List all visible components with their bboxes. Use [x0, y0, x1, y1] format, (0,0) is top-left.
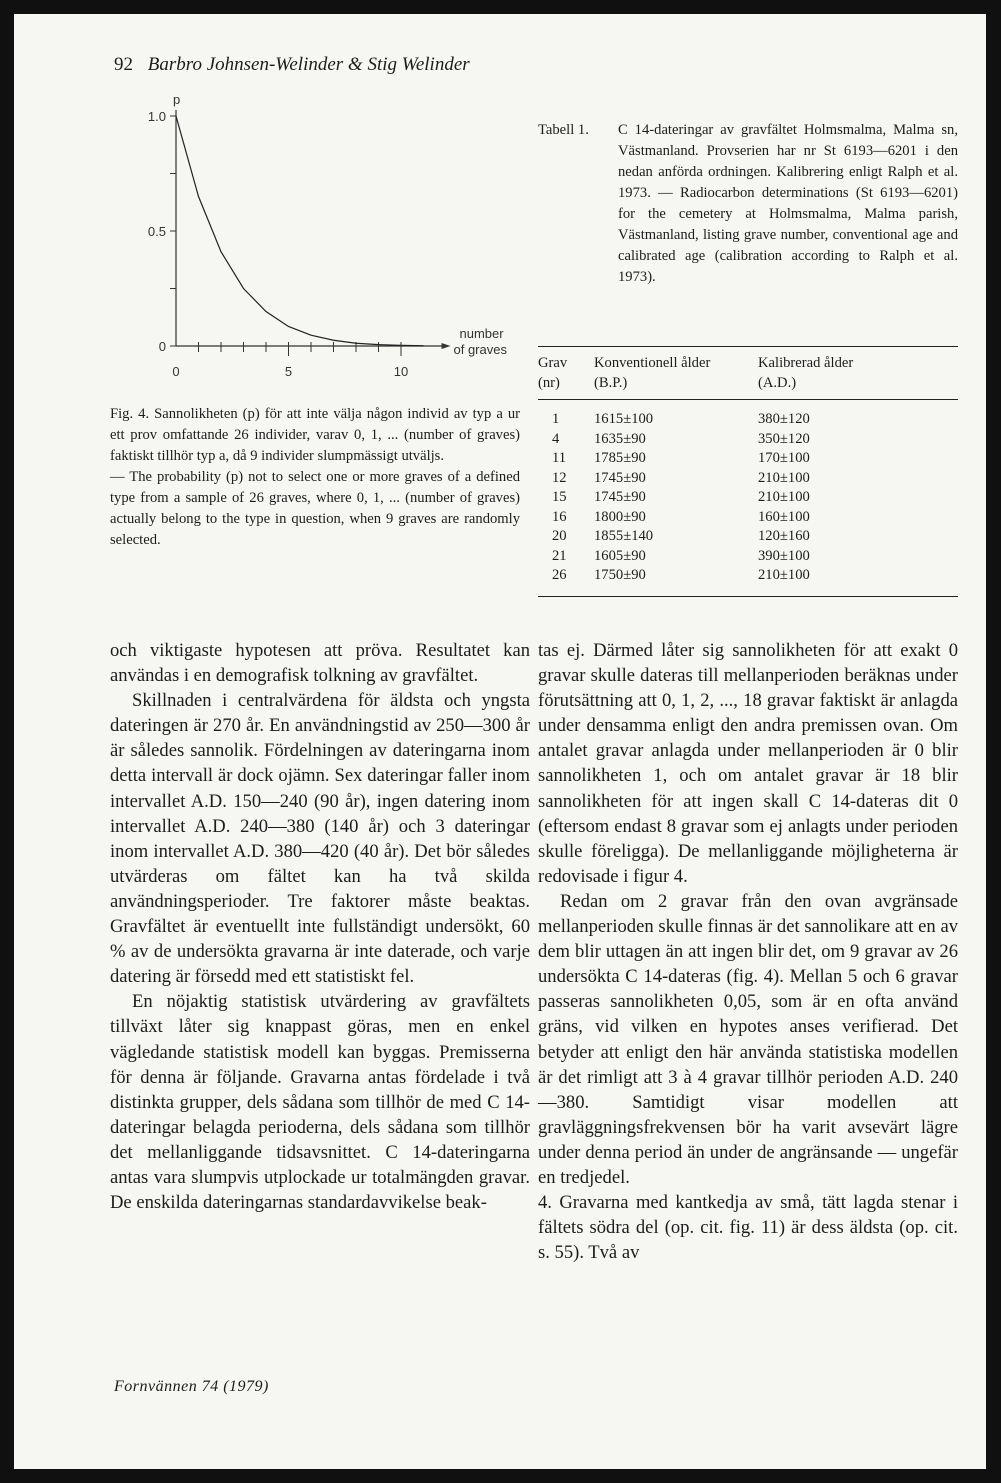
x-tick-label: 5: [284, 364, 293, 379]
figure-4-chart: [134, 94, 534, 384]
cell-calibrated-age: 390±100: [758, 547, 810, 564]
table-row: [538, 469, 958, 489]
table-row: [538, 400, 958, 430]
x-axis-label-line1: number: [459, 326, 504, 341]
cell-grave-number: 21: [552, 547, 567, 564]
table-row: [538, 527, 958, 547]
col-header-grav: Grav: [538, 347, 594, 374]
figure-caption: [110, 404, 520, 551]
cell-grave-number: 15: [552, 489, 567, 505]
y-tick-label: 0: [158, 339, 166, 354]
cell-grave-number: 4: [552, 430, 560, 447]
cell-conventional-age: 1785±90: [594, 450, 646, 466]
caption-english: — The probability (p) not to select one or more graves of a defined type from a sample of 26 graves, where 0, 1, ... (number of graves) actually belong to the type in question, when 9 graves are randomly selected.: [110, 469, 520, 548]
cell-conventional-age: 1635±90: [594, 430, 646, 447]
cell-grave-number: 1: [552, 411, 560, 427]
col-header-kalib: Kalibrerad ålder: [758, 347, 958, 374]
x-axis-arrow: [442, 343, 451, 349]
probability-curve: [176, 116, 424, 346]
x-tick-label: 0: [172, 364, 180, 379]
x-axis-label-line2: of graves: [453, 342, 507, 357]
cell-conventional-age: 1800±90: [594, 508, 646, 525]
body-column-left: [110, 638, 530, 1215]
col-subheader-ad: (A.D.): [758, 373, 958, 400]
cell-conventional-age: 1745±90: [594, 469, 646, 486]
table-row: [538, 508, 958, 528]
page: [14, 14, 986, 1469]
cell-conventional-age: 1615±100: [594, 411, 654, 427]
body-paragraph: och viktigaste hypotesen att pröva. Resultatet kan användas i en demografisk tolkning av gravfältet.: [110, 640, 530, 687]
y-tick-label: 0.5: [147, 224, 166, 239]
table-row: [538, 566, 958, 596]
y-tick-label: 1.0: [147, 109, 166, 124]
table-label: Tabell 1.: [538, 122, 589, 138]
cell-calibrated-age: 380±120: [758, 411, 810, 427]
x-tick-label: 10: [393, 364, 409, 379]
authors: Barbro Johnsen-Welinder & Stig Welinder: [147, 54, 470, 75]
table-row: [538, 430, 958, 450]
cell-conventional-age: 1605±90: [594, 547, 646, 564]
table-caption-text: C 14-dateringar av gravfältet Holmsmalma, Malma sn, Västmanland. Provserien har nr St 6193—6201 i den nedan anförda ordningen. Kalibrering enligt Ralph et al. 1973. — Radiocarbon determinations (St 6193—6201) for the cemetery at Holmsmalma, Malma parish, Västmanland, listing grave number, conventional age and calibrated age (calibration according to Ralph et al. 1973).: [618, 122, 958, 285]
cell-calibrated-age: 210±100: [758, 489, 810, 505]
cell-conventional-age: 1855±140: [594, 528, 654, 544]
cell-calibrated-age: 210±100: [758, 566, 958, 596]
radiocarbon-table: [538, 346, 958, 597]
table-row: [538, 547, 958, 567]
cell-calibrated-age: 170±100: [758, 450, 810, 466]
y-axis-label: p: [173, 94, 181, 107]
cell-conventional-age: 1750±90: [594, 566, 758, 596]
caption-swedish: Fig. 4. Sannolikheten (p) för att inte välja någon individ av typ a ur ett prov omfattande 26 individer, varav 0, 1, ... (number of graves) faktiskt tillhör typ a, då 9 individer slumpmässigt utväljs.: [110, 406, 520, 464]
cell-grave-number: 12: [552, 469, 567, 486]
table-row: [538, 488, 958, 508]
axes: [176, 110, 451, 349]
col-subheader-bp: (B.P.): [594, 373, 758, 400]
cell-grave-number: 20: [552, 528, 567, 544]
body-paragraph: Redan om 2 gravar från den ovan avgränsade mellanperioden skulle finnas är det sannolikare att en av dem blir uttagen än att ingen blir det, om 9 gravar av 26 undersökta C 14-dateras (fig. 4). Mellan 5 och 6 gravar passeras sannolikheten 0,05, som är en ofta använd gräns, vid vilken en hypotes anses verifierad. Det betyder att enligt den här använda statistiska modellen är det rimligt att 3 à 4 gravar tillhör perioden A.D. 240—380. Samtidigt visar modellen att gravläggningsfrekvensen bör ha varit avsevärt lägre under denna period än under de angränsande — ungefär en tredjedel.: [538, 890, 958, 1188]
cell-conventional-age: 1745±90: [594, 489, 646, 505]
ticks: [148, 109, 408, 379]
table-caption: [538, 120, 958, 288]
body-column-right: [538, 638, 958, 1265]
body-paragraph: En nöjaktig statistisk utvärdering av gravfältets tillväxt låter sig knappast göras, men en enkel vägledande statistisk modell kan byggas. Premisserna för denna är följande. Gravarna antas fördelade i två distinkta grupper, dels sådana som tillhör de med C 14-dateringar belagda perioderna, dels sådana som tillhör det mellanliggande tidsavsnittet. C 14-dateringarna antas vara slumpvis utplockade ur totalmängden gravar. De enskilda dateringarnas standardavvikelse beak-: [110, 991, 530, 1214]
cell-calibrated-age: 120±160: [758, 528, 810, 544]
cell-grave-number: 16: [552, 508, 567, 525]
body-paragraph: 4. Gravarna med kantkedja av små, tätt lagda stenar i fältets södra del (op. cit. fig. 11) är dess äldsta (op. cit. s. 55). Två av: [538, 1192, 958, 1264]
cell-calibrated-age: 160±100: [758, 508, 810, 525]
cell-calibrated-age: 350±120: [758, 430, 810, 447]
col-subheader-nr: (nr): [538, 373, 594, 400]
cell-grave-number: 26: [538, 566, 594, 596]
marks: [176, 116, 424, 346]
cell-grave-number: 11: [552, 450, 567, 466]
table-body: [538, 400, 958, 597]
table-row: [538, 449, 958, 469]
cell-calibrated-age: 210±100: [758, 469, 810, 486]
journal-footer: Fornvännen 74 (1979): [114, 1378, 269, 1395]
body-paragraph: Skillnaden i centralvärdena för äldsta och yngsta dateringen är 270 år. En användningstid av 250—300 år är således sannolik. Fördelningen av dateringarna inom detta intervall är dock ojämn. Sex dateringar faller inom intervallet A.D. 150—240 (90 år), ingen datering inom intervallet A.D. 240—380 (140 år) och 3 dateringar inom intervallet A.D. 380—420 (40 år). Det bör således utvärderas om fältet kan ha två skilda användningsperioder. Tre faktorer måste beaktas. Gravfältet är eventuellt inte fullständigt undersökt, 60 % av de undersökta gravarna är inte daterade, och varje datering är försedd med ett statistiskt fel.: [110, 690, 530, 988]
col-header-konv: Konventionell ålder: [594, 347, 758, 374]
body-paragraph: tas ej. Därmed låter sig sannolikheten för att exakt 0 gravar skulle dateras till mellanperioden beräknas under förutsättning att 0, 1, 2, ..., 18 gravar faktiskt är anlagda under densamma enligt den andra premissen ovan. Om antalet gravar anlagda under mellanperioden är 0 blir sannolikheten 1, och om antalet gravar är 18 blir sannolikheten för att ingen skall C 14-dateras dit 0 (eftersom endast 8 gravar som ej anlagts under perioden skulle föreligga). De mellanliggande möjligheterna är redovisade i figur 4.: [538, 640, 958, 887]
page-number: 92: [114, 54, 133, 75]
running-header: [114, 54, 470, 76]
probability-chart: [134, 94, 534, 384]
